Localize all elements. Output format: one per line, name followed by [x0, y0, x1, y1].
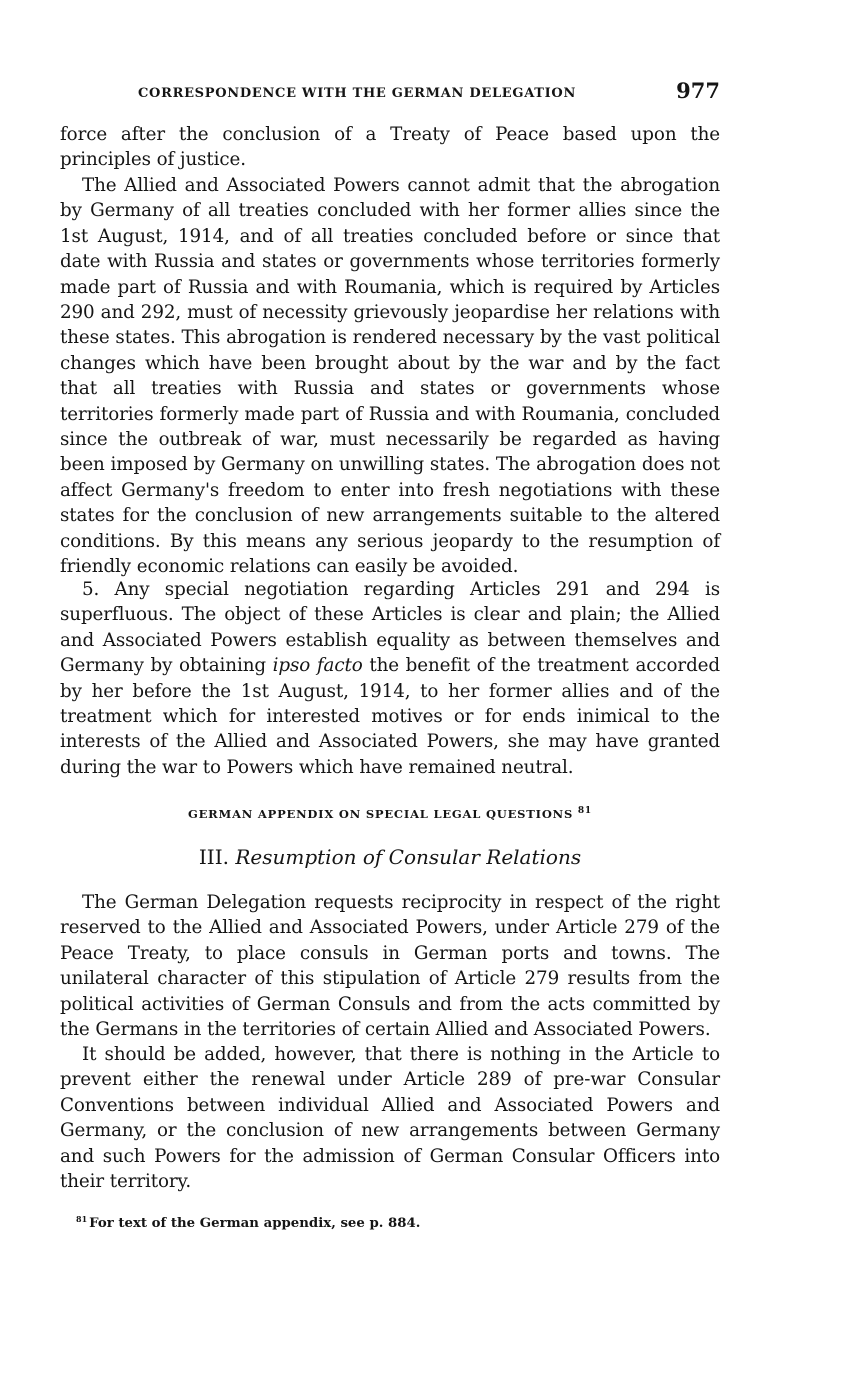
- footnote: [76, 1214, 420, 1231]
- section-number: III.: [198, 845, 229, 869]
- point-5-italic-phrase: ipso facto: [272, 655, 363, 677]
- appendix-heading-text: GERMAN APPENDIX ON SPECIAL LEGAL QUESTIONS: [188, 807, 574, 821]
- point-5-text-after: the benefit of the treatment accorded by her before the 1st August, 1914, to her former allies and of the treatment which for interested motives or for ends inimical to the interests of the Allied and Associated Powers, she may have granted during the war to Powers which have remained neutral.: [60, 655, 720, 778]
- section-title: Resumption of Consular Relations: [235, 845, 582, 869]
- consular-conventions-paragraph: It should be added, however, that there is nothing in the Article to prevent either the renewal under Article 289 of pre-war Consular Conventions between individual Allied and Associated Powers and Germany, or the conclusion of new arrangements between Germany and such Powers for the admission of German Consular Officers into their territory.: [60, 1044, 720, 1193]
- footnote-text: For text of the German appendix, see p. 884.: [89, 1216, 421, 1231]
- running-header: [60, 78, 720, 108]
- page-number: 977: [676, 78, 720, 103]
- point-5-paragraph: [60, 577, 720, 780]
- abrogation-paragraph: The Allied and Associated Powers cannot admit that the abrogation by Germany of all treaties concluded with her former allies since the 1st August, 1914, and of all treaties concluded before or since that date with Russia and states or governments whose territories formerly made part of Russia and with Roumania, which is required by Articles 290 and 292, must of necessity grievously jeopardise her relations with these states. This abrogation is rendered necessary by the vast political changes which have been brought about by the war and by the fact that all treaties with Russia and states or governments whose territories formerly made part of Russia and with Roumania, concluded since the outbreak of war, must necessarily be regarded as having been imposed by Germany on unwilling states. The abrogation does not affect Germany's freedom to enter into fresh negotiations with these states for the conclusion of new arrangements suitable to the altered conditions. By this means any serious jeopardy to the resumption of friendly economic relations can easily be avoided.: [60, 175, 720, 578]
- running-title: CORRESPONDENCE WITH THE GERMAN DELEGATION: [138, 86, 577, 101]
- reciprocity-paragraph: The German Delegation requests reciprocity in respect of the right reserved to the Allied and Associated Powers, under Article 279 of the Peace Treaty, to place consuls in German ports and towns. The unilateral character of this stipulation of Article 279 results from the political activities of German Consuls and from the acts committed by the Germans in the territories of certain Allied and Associated Powers.: [60, 892, 720, 1041]
- point-5-text-before: 5. Any special negotiation regarding Articles 291 and 294 is superfluous. The object of these Articles is clear and plain; the Allied and Associated Powers establish equality as between themselves and Germany by obtaining: [60, 579, 720, 677]
- subsection-heading: [60, 845, 720, 869]
- appendix-footnote-ref: 81: [577, 806, 592, 816]
- footnote-marker: 81: [76, 1214, 88, 1224]
- continued-paragraph: force after the conclusion of a Treaty of Peace based upon the principles of justice.: [60, 124, 720, 171]
- appendix-heading: [60, 806, 720, 821]
